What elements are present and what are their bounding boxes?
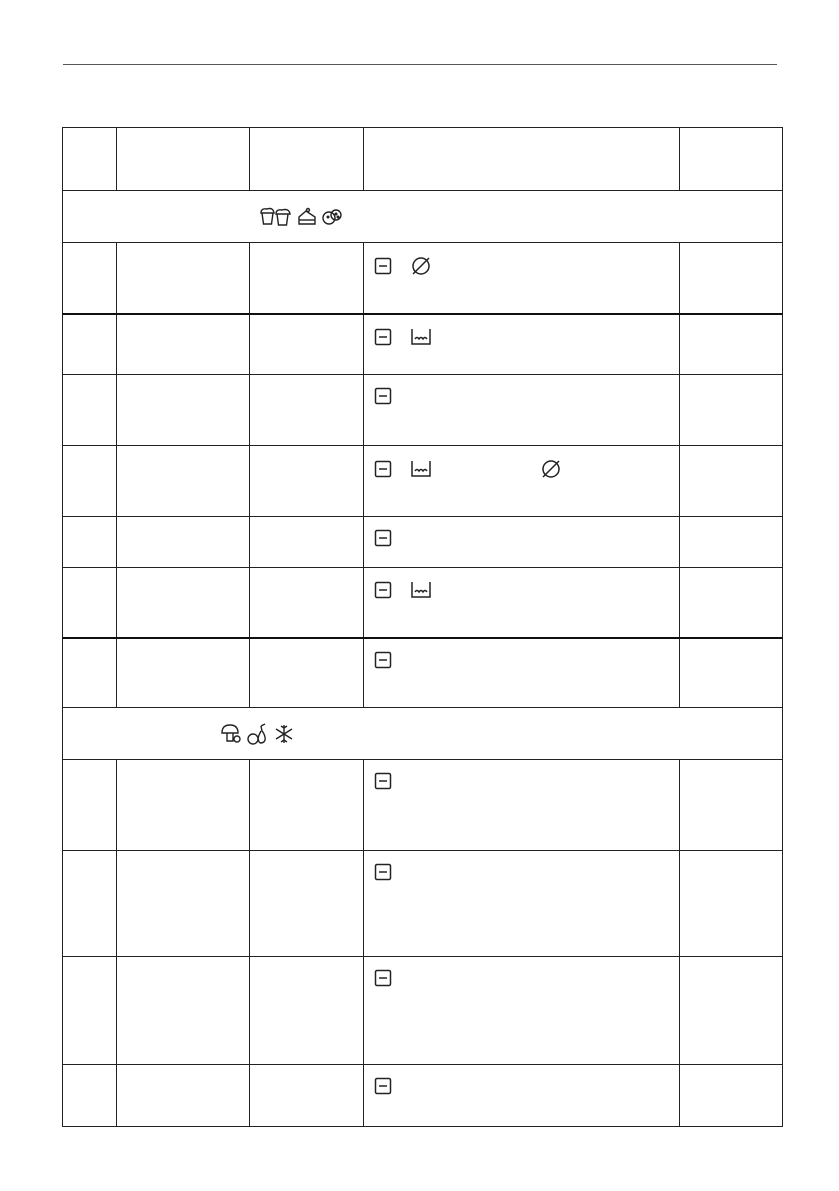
oven-level-icon [374, 772, 392, 790]
oven-level-icon [374, 529, 392, 547]
oven-level-icon [374, 969, 392, 987]
table-row [63, 568, 783, 638]
table-header-row [63, 128, 783, 191]
table-row [63, 375, 783, 446]
oven-level-icon [374, 387, 392, 405]
oven-level-icon [374, 1077, 392, 1095]
header-cell [63, 128, 117, 191]
snowflake-icon [274, 724, 294, 744]
pear-icon [246, 723, 270, 745]
table-row [63, 851, 783, 957]
table-row [63, 638, 783, 708]
table-row [63, 446, 783, 517]
diameter-icon [410, 255, 432, 277]
oven-level-icon [374, 581, 392, 599]
muffins-icon [259, 207, 293, 227]
table-row [63, 243, 783, 314]
header-cell [364, 128, 680, 191]
table-row [63, 1065, 783, 1127]
header-cell [680, 128, 783, 191]
header-cell [250, 128, 364, 191]
baking-tray-icon [410, 327, 432, 347]
section-header-baking [63, 191, 783, 243]
diameter-icon [540, 458, 562, 480]
section-icons [259, 207, 343, 227]
oven-level-icon [374, 651, 392, 669]
oven-level-icon [374, 460, 392, 478]
cookies-icon [321, 207, 343, 227]
table-row [63, 957, 783, 1065]
cake-slice-icon [297, 207, 317, 227]
mushroom-icon [220, 723, 242, 745]
oven-level-icon [374, 863, 392, 881]
table-row [63, 760, 783, 851]
oven-level-icon [374, 328, 392, 346]
table-row [63, 314, 783, 375]
header-cell [117, 128, 250, 191]
section-header-vegetables-fruit-frozen [63, 708, 783, 760]
baking-tray-icon [410, 459, 432, 479]
programme-table [62, 127, 783, 1127]
baking-tray-icon [410, 580, 432, 600]
section-icons [220, 723, 294, 745]
table-row [63, 517, 783, 568]
oven-level-icon [374, 257, 392, 275]
header-rule [63, 64, 777, 65]
